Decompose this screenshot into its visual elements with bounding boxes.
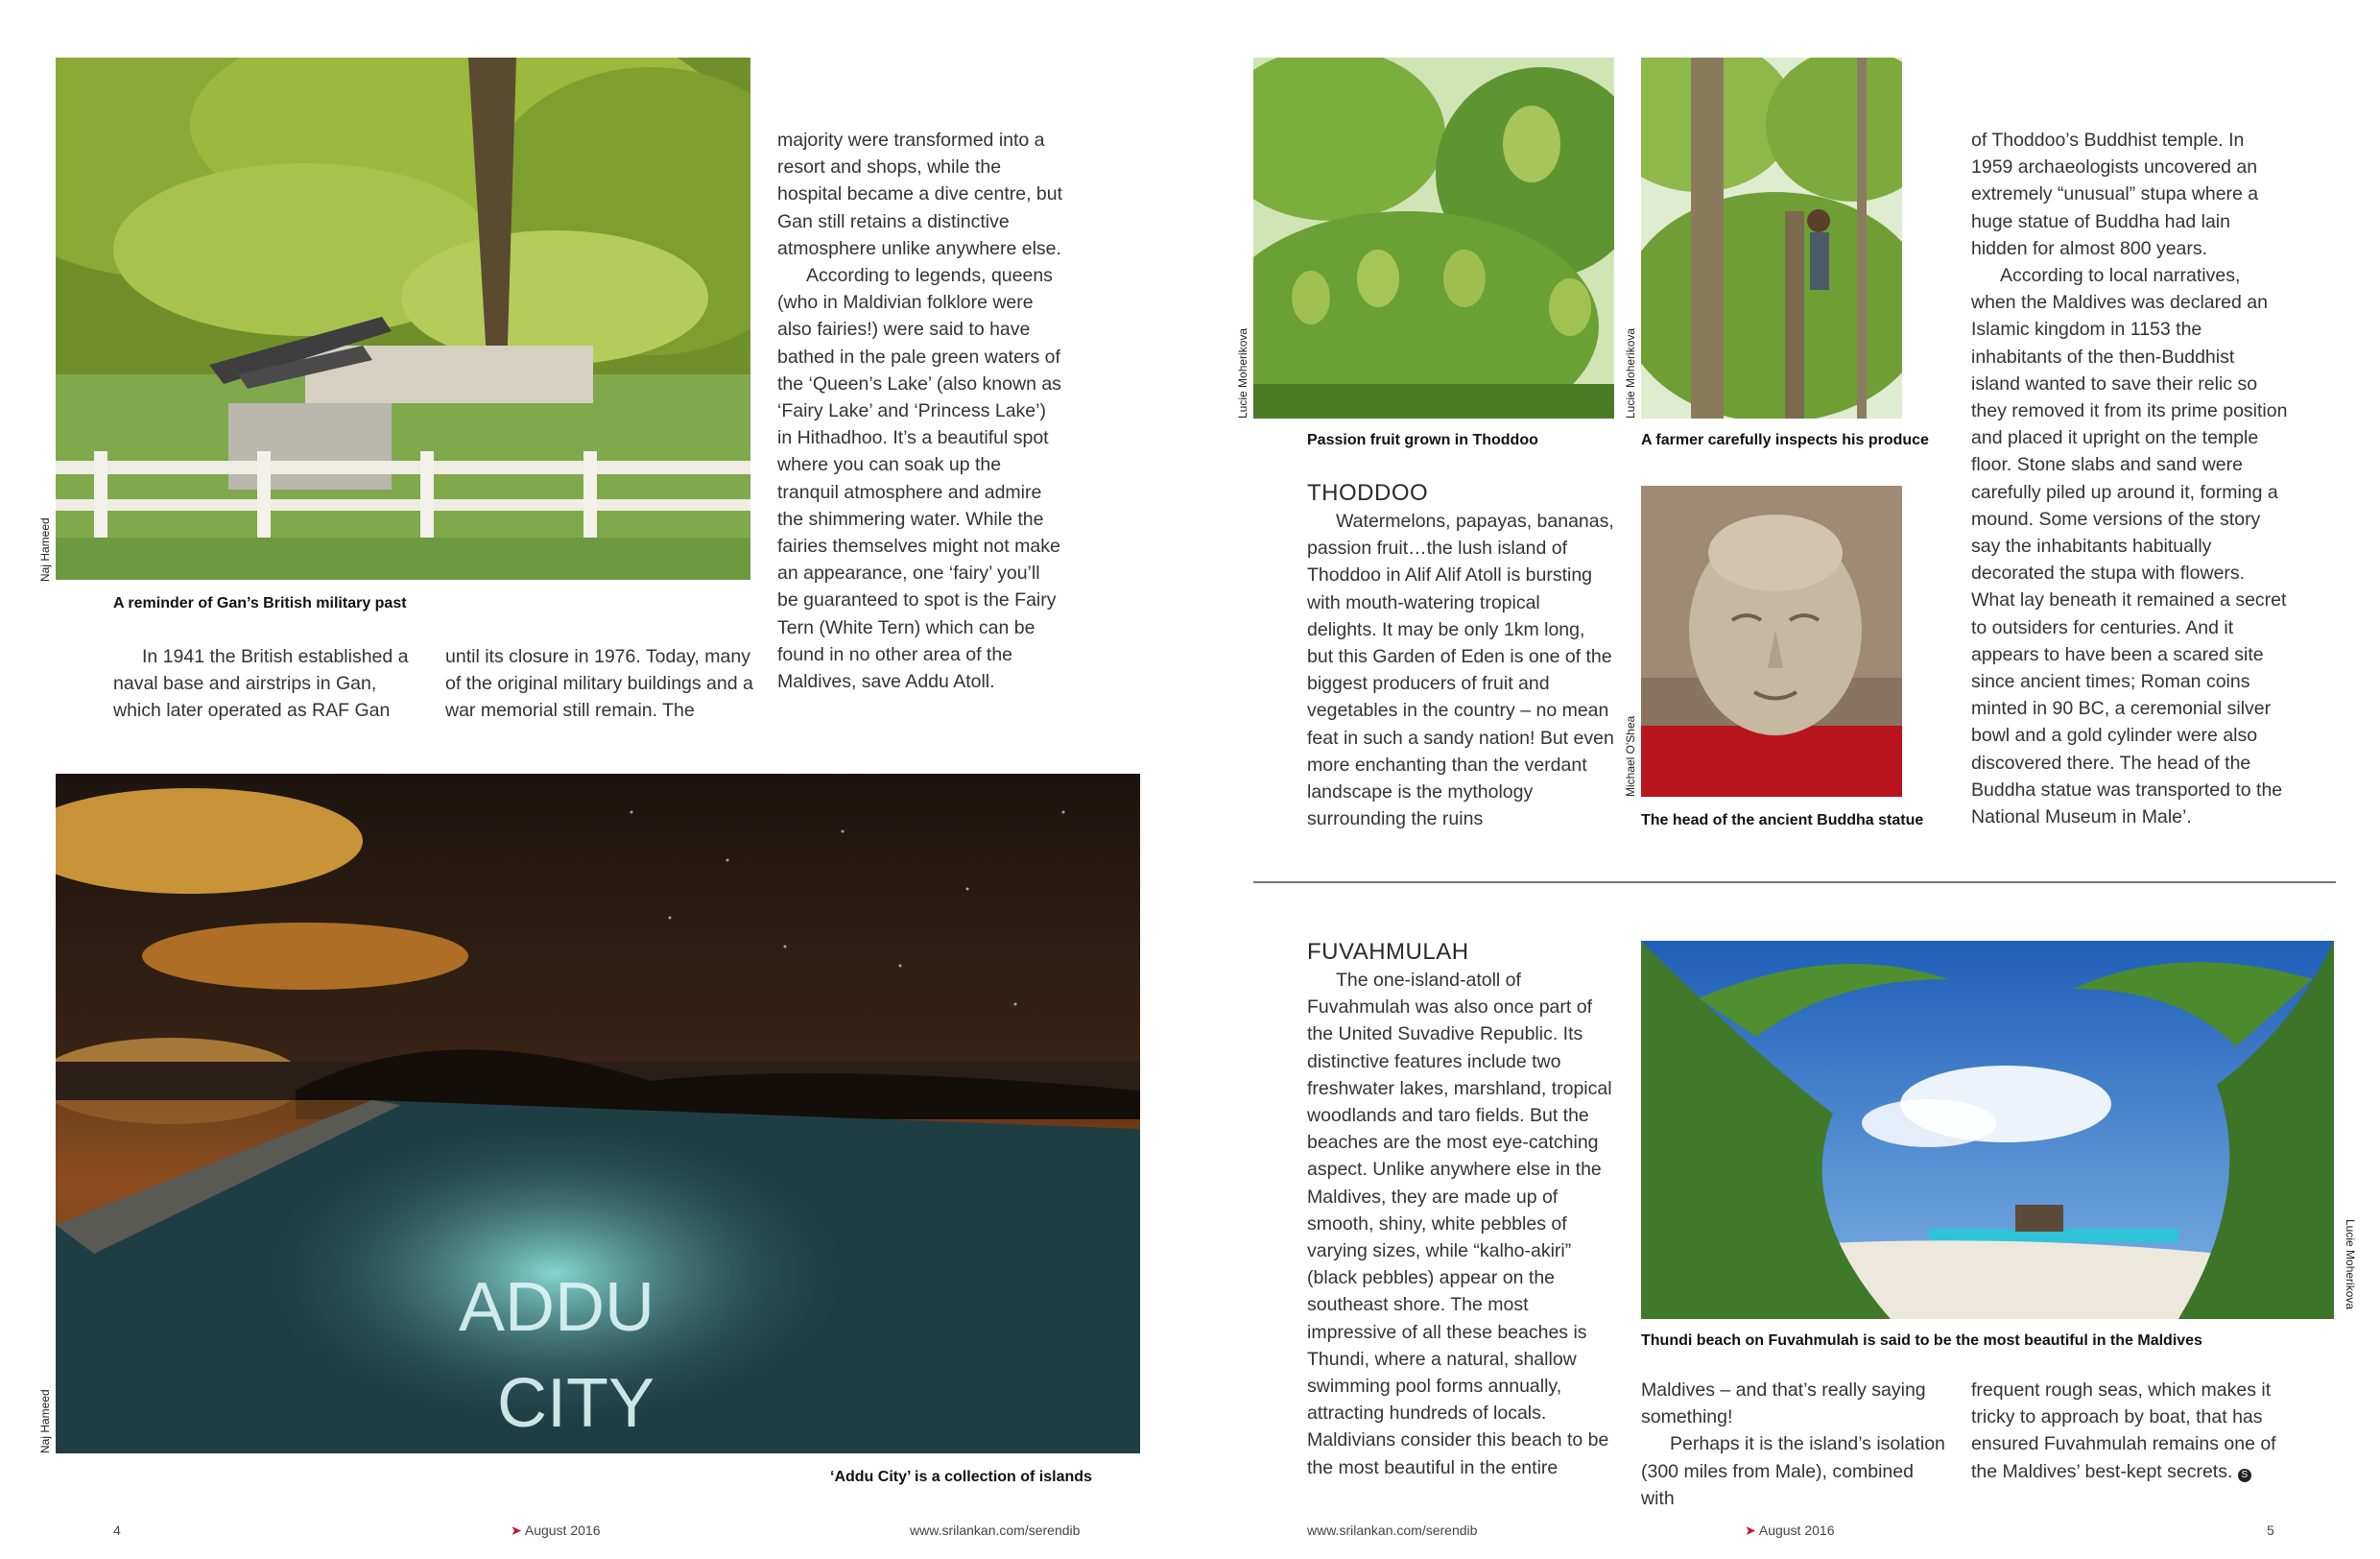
photo-buddha-head bbox=[1641, 486, 1902, 797]
road-text-addu: ADDU bbox=[459, 1269, 655, 1346]
paragraph: The one-island-atoll of Fuvahmulah was also once part of the United Suvadive Republic. Its distinctive features include two freshwater lakes, marshland, tropical woodlands and taro fields. But the beaches are the most eye-catching aspect. Unlike anywhere else in the Maldives, they are made up of smooth, shiny, white pebbles of varying sizes, while “kalho-akiri” (black pebbles) appear on the southeast shore. The most impressive of all these beaches is Thundi, where a natural, shallow swimming pool forms annually, attracting hundreds of locals. Maldivians consider this beach to be the most beautiful in the entire bbox=[1307, 970, 1612, 1478]
photo-credit-beach: Lucie Moherikova bbox=[2344, 1219, 2357, 1310]
paragraph: In 1941 the British established a naval base and airstrips in Gan, which later operated as RAF Gan bbox=[113, 646, 409, 722]
page-number-left: 4 bbox=[113, 1523, 121, 1538]
page-number-right: 5 bbox=[2267, 1523, 2274, 1538]
photo-credit-buddha: Michael O'Shea bbox=[1624, 715, 1637, 797]
caption-buddha: The head of the ancient Buddha statue bbox=[1641, 812, 1924, 828]
left-column-3 bbox=[777, 127, 1065, 695]
paragraph: Maldives – and that’s really saying something! bbox=[1641, 1379, 1926, 1428]
heading-fuvahmulah: FUVAHMULAH bbox=[1307, 939, 1469, 965]
photo-passion-fruit bbox=[1253, 58, 1614, 419]
thoddoo-column bbox=[1307, 508, 1614, 832]
photo-thundi-beach bbox=[1641, 941, 2334, 1319]
bird-logo-icon: ➤ bbox=[1745, 1523, 1756, 1538]
paragraph: of Thoddoo’s Buddhist temple. In 1959 archaeologists uncovered an extremely “unusual” stupa where a huge statue of Buddha had lain hidden for almost 800 years. bbox=[1971, 130, 2259, 259]
photo-credit-farmer: Lucie Moherikova bbox=[1624, 327, 1637, 419]
caption-cannon: A reminder of Gan’s British military past bbox=[113, 595, 407, 612]
photo-gan-cannon bbox=[56, 58, 750, 580]
paragraph: until its closure in 1976. Today, many of the original military buildings and a war memorial still remain. The bbox=[445, 646, 753, 722]
paragraph: According to local narratives, when the Maldives was declared an Islamic kingdom in 1153 the inhabitants of the then-Buddhist island wanted to save their relic so they removed it from its prime position and placed it upright on the temple floor. Stone slabs and sand were carefully piled up around it, forming a mound. Some versions of the story say the inhabitants habitually decorated the stupa with flowers. What lay beneath it remained a secret to outsiders for centuries. And it appears to have been a scared site since ancient times; Roman coins minted in 90 BC, a ceremonial silver bowl and a gold cylinder were also discovered there. The head of the Buddha statue was transported to the National Museum in Male’. bbox=[1971, 265, 2288, 828]
caption-beach: Thundi beach on Fuvahmulah is said to be the most beautiful in the Maldives bbox=[1641, 1332, 2202, 1349]
caption-night: ‘Addu City’ is a collection of islands bbox=[830, 1469, 1092, 1485]
paragraph: Perhaps it is the island’s isolation (300 miles from Male), combined with bbox=[1641, 1433, 1945, 1509]
end-mark-icon: S bbox=[2238, 1469, 2251, 1482]
paragraph: According to legends, queens (who in Maldivian folklore were also fairies!) were said to have bathed in the pale green waters of the ‘Queen’s Lake’ (also known as ‘Fairy Lake’ and ‘Princess Lake’) in Hithadhoo. It’s a beautiful spot where you can soak up the tranquil atmosphere and admire the shimmering water. While the fairies themselves might not make an appearance, one ‘fairy’ you’ll be guaranteed to spot is the Fairy Tern (White Tern) which can be found in no other area of the Maldives, save Addu Atoll. bbox=[777, 265, 1061, 693]
caption-passion: Passion fruit grown in Thoddoo bbox=[1307, 432, 1538, 448]
photo-credit-night: Naj Hameed bbox=[38, 1389, 52, 1453]
fuvahmulah-column-2 bbox=[1641, 1377, 1948, 1512]
url-left: www.srilankan.com/serendib bbox=[910, 1523, 1081, 1538]
photo-credit-cannon: Naj Hameed bbox=[38, 517, 52, 582]
paragraph: Watermelons, papayas, bananas, passion fruit…the lush island of Thoddoo in Alif Alif Atoll is bursting with mouth-watering tropical delights. It may be only 1km long, but this Garden of Eden is one of the biggest producers of fruit and vegetables in the country – no mean feat in such a sandy nation! But even more enchanting than the verdant landscape is the mythology surrounding the ruins bbox=[1307, 511, 1614, 830]
photo-credit-passion: Lucie Moherikova bbox=[1236, 327, 1250, 419]
issue-date-left: ➤ August 2016 bbox=[511, 1523, 601, 1538]
left-column-2 bbox=[445, 643, 762, 725]
issue-date-right: ➤ August 2016 bbox=[1745, 1523, 1835, 1538]
paragraph: frequent rough seas, which makes it tricky to approach by boat, that has ensured Fuvahmulah remains one of the Maldives’ best-kept secrets. S bbox=[1971, 1379, 2276, 1482]
fuvahmulah-column bbox=[1307, 967, 1614, 1481]
caption-farmer: A farmer carefully inspects his produce bbox=[1641, 432, 1929, 448]
bird-logo-icon: ➤ bbox=[511, 1523, 522, 1538]
fuvahmulah-column-3 bbox=[1971, 1377, 2288, 1485]
road-text-city: CITY bbox=[497, 1365, 655, 1442]
url-right: www.srilankan.com/serendib bbox=[1307, 1523, 1478, 1538]
heading-thoddoo: THODDOO bbox=[1307, 480, 1429, 506]
section-divider bbox=[1253, 881, 2336, 883]
paragraph: majority were transformed into a resort and shops, while the hospital became a dive centre, but Gan still retains a distinctive atmosphere unlike anywhere else. bbox=[777, 130, 1063, 259]
left-column-1 bbox=[113, 643, 411, 725]
photo-addu-city-night bbox=[56, 774, 1140, 1453]
photo-farmer bbox=[1641, 58, 1902, 419]
thoddoo-column-3 bbox=[1971, 127, 2288, 830]
